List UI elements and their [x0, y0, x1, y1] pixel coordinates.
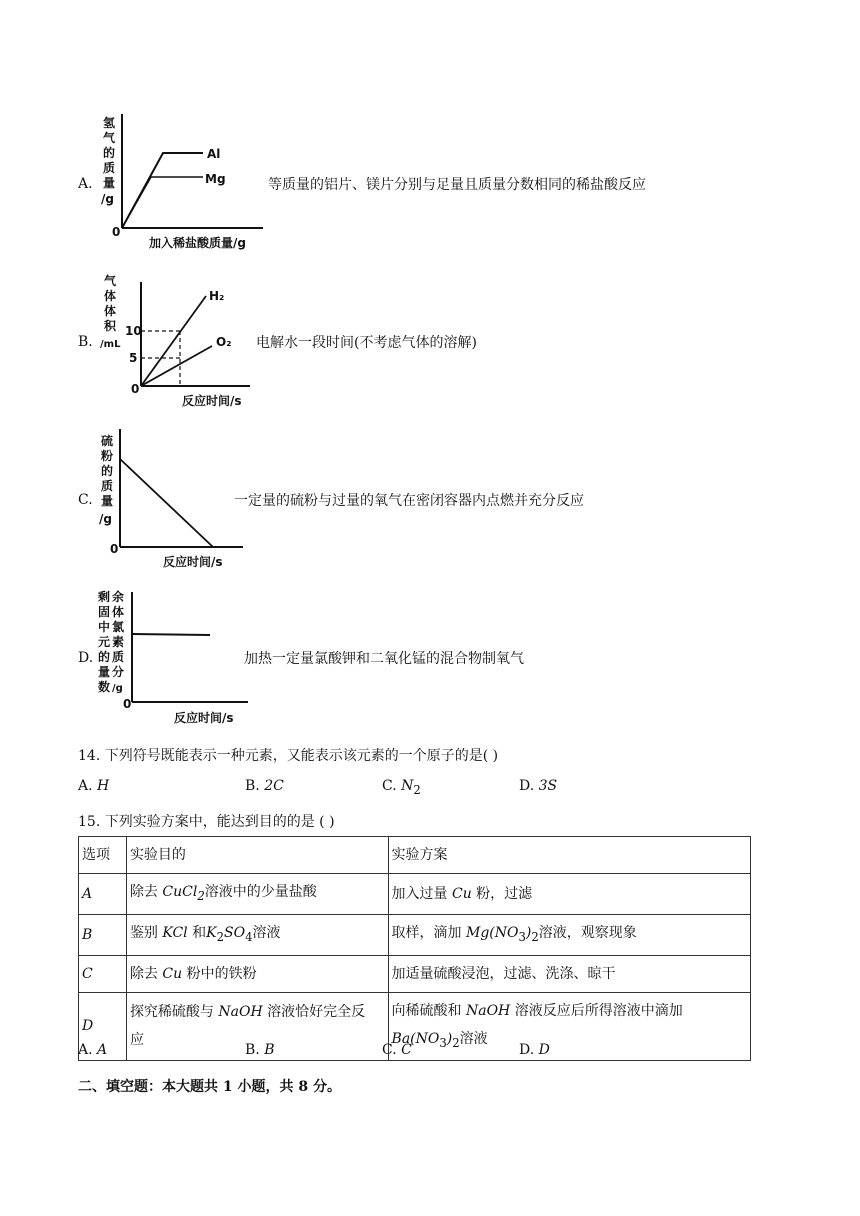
svg-text:量: 量 [98, 665, 111, 679]
row-option: D [82, 1018, 94, 1035]
q14-choice-a: A. H [78, 778, 110, 794]
table-row [79, 992, 751, 1061]
graph-a [95, 110, 275, 255]
section-heading: 二、填空题：本大题共 1 小题，共 8 分。 [78, 1079, 341, 1095]
graph-a-origin: 0 [112, 225, 121, 239]
svg-text:氢: 氢 [103, 116, 116, 130]
graph-b-line-o2 [141, 346, 212, 386]
svg-text:固: 固 [98, 605, 111, 619]
graph-d-xlabel: 反应时间/s [174, 711, 234, 725]
table-row [79, 914, 751, 955]
svg-text:/g: /g [112, 683, 123, 694]
svg-text:中: 中 [98, 620, 111, 634]
row-option: C [82, 965, 93, 982]
graph-b [98, 268, 268, 408]
graph-b-label-o2: O₂ [216, 335, 232, 349]
graph-b-origin: 0 [131, 382, 140, 396]
graph-d-ylabel [98, 589, 124, 694]
q14-choice-b: B. 2C [245, 778, 284, 794]
graph-b-ylabel [100, 273, 121, 350]
svg-text:粉: 粉 [101, 449, 114, 463]
row-plan: 取样，滴加 $Mg(NO_3)_2$溶液，观察现象 [388, 914, 750, 955]
option-a-label: A. [78, 176, 93, 192]
graph-c-origin: 0 [110, 542, 119, 556]
graph-b-label-h2: H₂ [209, 289, 225, 303]
svg-text:/g: /g [101, 192, 114, 206]
header-option: 选项 [79, 837, 127, 874]
row-goal: 除去 CuCl$_2$溶液中的少量盐酸 [126, 874, 388, 915]
q15-choice-c: C. C [382, 1042, 412, 1058]
option-d-label: D. [78, 650, 94, 666]
option-c-desc: 一定量的硫粉与过量的氧气在密闭容器内点燃并充分反应 [234, 493, 584, 509]
svg-text:量: 量 [103, 176, 116, 190]
graph-b-tick-5: 5 [129, 351, 138, 365]
table-row [79, 955, 751, 992]
graph-c-ylabel [99, 433, 113, 526]
header-plan: 实验方案 [388, 837, 750, 874]
graph-b-tick-10: 10 [125, 324, 142, 338]
graph-a-line-al [122, 153, 203, 228]
svg-text:体: 体 [112, 605, 125, 619]
q14-choice-d: D. 3S [519, 778, 558, 794]
table-header-row [79, 837, 751, 874]
svg-text:数: 数 [98, 680, 111, 694]
graph-b-line-h2 [141, 296, 206, 386]
svg-text:的: 的 [101, 464, 114, 478]
svg-text:氯: 氯 [112, 620, 125, 634]
svg-text:硫: 硫 [101, 434, 114, 448]
svg-text:量: 量 [101, 494, 114, 508]
option-d-desc: 加热一定量氯酸钾和二氧化锰的混合物制氧气 [244, 651, 524, 667]
graph-d [92, 588, 262, 728]
svg-text:/g: /g [99, 512, 112, 526]
option-a-desc: 等质量的铝片、镁片分别与足量且质量分数相同的稀盐酸反应 [268, 177, 646, 193]
svg-text:气: 气 [104, 274, 117, 288]
row-plan: 加入过量 Cu 粉，过滤 [388, 874, 750, 915]
svg-text:元: 元 [98, 635, 111, 649]
svg-text:的: 的 [103, 146, 116, 160]
q15-choice-a: A. A [78, 1042, 108, 1058]
svg-text:质: 质 [112, 650, 125, 664]
svg-text:的: 的 [98, 650, 111, 664]
q14-stem: 14. 下列符号既能表示一种元素，又能表示该元素的一个原子的是( ) [78, 748, 499, 764]
q15-choice-d: D. D [519, 1042, 550, 1058]
graph-d-origin: 0 [123, 697, 132, 711]
svg-text:/mL: /mL [100, 339, 121, 350]
graph-a-label-mg: Mg [205, 172, 226, 186]
graph-a-line-mg [122, 177, 203, 228]
row-goal: 除去 Cu 粉中的铁粉 [126, 955, 388, 992]
q15-choice-b: B. B [245, 1042, 275, 1058]
row-plan: 向稀硫酸和 NaOH 溶液反应后所得溶液中滴加 $Ba(NO_3)_2$溶液 [388, 992, 750, 1061]
svg-text:余: 余 [112, 590, 125, 604]
svg-text:剩: 剩 [98, 590, 111, 604]
graph-b-xlabel: 反应时间/s [182, 394, 242, 408]
svg-text:质: 质 [103, 161, 116, 175]
svg-text:分: 分 [112, 665, 125, 679]
row-goal: 鉴别 KCl 和$K_2SO_4$溶液 [126, 914, 388, 955]
header-goal: 实验目的 [126, 837, 388, 874]
row-option: A [82, 885, 93, 902]
q15-stem: 15. 下列实验方案中，能达到目的的是 ( ) [78, 814, 335, 830]
graph-a-ylabel [101, 115, 116, 206]
row-plan: 加适量硫酸浸泡，过滤、洗涤、晾干 [388, 955, 750, 992]
svg-text:气: 气 [103, 131, 116, 145]
table-row [79, 874, 751, 915]
svg-text:体: 体 [104, 304, 117, 318]
graph-a-label-al: Al [207, 147, 221, 161]
option-b-desc: 电解水一段时间(不考虑气体的溶解) [256, 335, 477, 351]
row-option: B [82, 926, 93, 943]
svg-text:质: 质 [101, 479, 114, 493]
graph-d-line [132, 634, 210, 635]
svg-text:体: 体 [104, 289, 117, 303]
row-goal: 探究稀硫酸与 NaOH 溶液恰好完全反 应 [126, 992, 388, 1061]
option-c-label: C. [78, 492, 93, 508]
q14-choice-c: C. $N_2$ [382, 778, 421, 797]
graph-c-xlabel: 反应时间/s [163, 555, 223, 569]
option-b-label: B. [78, 334, 93, 350]
q15-table [78, 836, 751, 1061]
graph-c-line [120, 459, 213, 547]
svg-text:素: 素 [112, 635, 125, 649]
graph-a-xlabel: 加入稀盐酸质量/g [149, 236, 246, 250]
svg-text:积: 积 [104, 319, 117, 333]
